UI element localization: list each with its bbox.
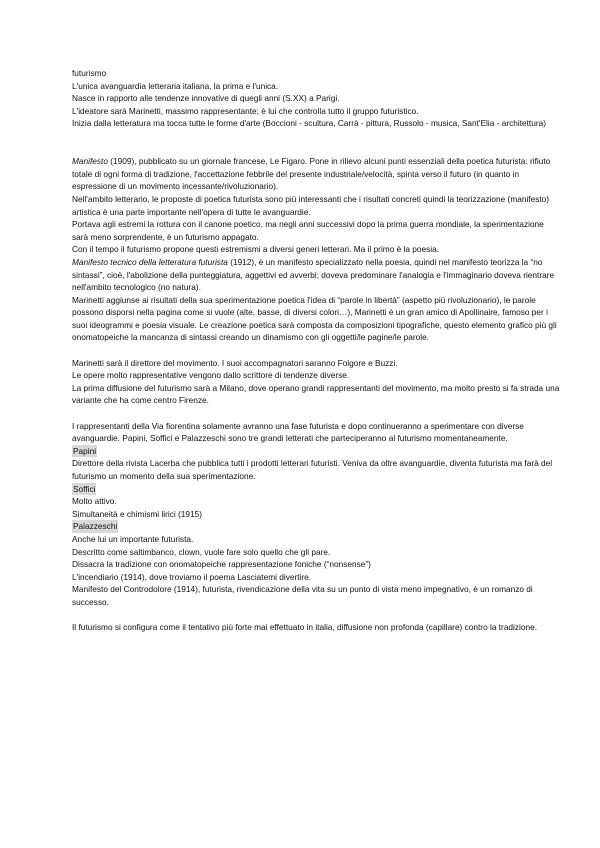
manifesto-tecnico-text: (1912), è un manifesto specializzato nella poesia, quindi nel manifesto teorizza la “no sintassi”, cioè, l'abolizione della punteggiatura, aggettivi ed avverbi; doveva predominare l'analogia e l'immaginario doveva rientrare nell'ambito tecnologico (no natura).: [72, 256, 555, 293]
soffici-line-2: Simultaneità e chimismi lirici (1915): [72, 508, 203, 519]
palazzeschi-heading: [72, 520, 560, 533]
papini-name: Papini: [73, 445, 97, 456]
palazzeschi-line-3: Dissacra la tradizione con onomatopeiche rappresentazione foniche (“nonsense”): [72, 559, 371, 570]
intro-line-2: Nasce in rapporto alle tendenze innovative di quegli anni (S.XX) a Parigi.: [72, 93, 340, 104]
marinetti-paragraph: Marinetti aggiunse ai risultati della sua sperimentazione poetica l'idea di “parole in libertà” (aspetto più rivoluzionario), le parole possono disporsi nella pagina come si vuole (alte, basse, di diversi colori…), Marinetti è un gran amico di Apollinaire, famoso per i suoi ideogrammi e poesia visuale. Le creazione poetica sarà composta da composizioni tipografiche, questo elemento grafico più gli onomatopeiche la mancanza di sintassi creando un dinamismo con gli oggetti/le pagine/le parole.: [72, 294, 557, 343]
papini-heading: [72, 445, 560, 458]
manifesto-text: (1909), pubblicato su un giornale francese, Le Figaro. Pone in rilievo alcuni punti essenziali della poetica futurista: rifiuto totale di ogni forma di tradizione, l'accettazione febbrile del presente industriale/velocità, spinta verso il futuro (in quanto in espressione di un movimento incessante/rivoluzionario).: [72, 156, 551, 192]
manifesto-paragraph: [72, 155, 560, 193]
soffici-heading: [72, 483, 560, 496]
intro-line-1: L'unica avanguardia letteraria italiana, la prima e l'unica.: [72, 80, 279, 91]
ambito-paragraph: Nell'ambito letterario, le proposte di poetica futurista sono più interessanti che i risultati concreti quindi la teorizzazione (manifesto) artistica è una parte importante nell'opera di tutte le avanguardie.: [72, 193, 550, 217]
direttore-line-1: Marinetti sarà il direttore del movimento. I suoi accompagnatori saranno Folgore e Buzzi.: [72, 357, 398, 368]
palazzeschi-line-5: Manifesto del Controdolore (1914), futurista, rivendicazione della vita su un punto di vista meno impegnativo, è un romanzo di successo.: [72, 584, 533, 607]
soffici-name: Soffici: [73, 483, 96, 494]
palazzeschi-line-2: Descritto come saltimbanco, clown, vuole fare solo quello che gli pare.: [72, 546, 331, 557]
direttore-line-2: Le opere molto rappresentative vengono dallo scrittore di tendenze diverse.: [72, 370, 350, 381]
doc-title: futurismo: [72, 68, 107, 78]
direttore-line-3: La prima diffusione del futurismo sarà a Milano, dove operano grandi rappresentanti del movimento, ma molto presto si fa strada una variante che ha come centro Firenze.: [72, 382, 560, 406]
conclusion-paragraph: Il futurismo si configura come il tentativo più forte mai effettuato in italia, diffusione non profonda (capillare) contro la tradizione.: [72, 622, 538, 633]
fiorentina-paragraph: I rappresentanti della Via fiorentina solamente avranno una fase futurista e dopo continueranno a sperimentare con diverse avanguardie. Papini, Soffici e Palazzeschi sono tre grandi letterati che parteciperanno al futurismo momentaneamente.: [72, 420, 524, 444]
manifesto-tecnico-paragraph: [72, 256, 560, 294]
papini-line-1: Direttore della rivista Lacerba che pubblica tutti i prodotti letterari futuristi. Veniva da oltre avanguardie, diventa futurista ma farà del futurismo un momento della sua sperimentazione.: [72, 458, 553, 481]
intro-line-3: L'ideatore sarà Marinetti, massimo rappresentante; è lui che controlla tutto il gruppo futuristico.: [72, 105, 419, 116]
palazzeschi-line-4: L'incendiario (1914), dove troviamo il poema Lasciatemi divertire.: [72, 571, 312, 582]
palazzeschi-name: Palazzeschi: [73, 521, 118, 532]
intro-line-4: Inizia dalla letteratura ma tocca tutte le forme d'arte (Boccioni - scultura, Carrà - pittura, Russolo - musica, Sant'Elia - architettura): [72, 118, 546, 129]
palazzeschi-line-1: Anche lui un importante futurista.: [72, 533, 194, 544]
soffici-line-1: Molto attivo.: [72, 496, 117, 507]
manifesto-title: Manifesto: [72, 156, 108, 167]
rottura-paragraph: Portava agli estremi la rottura con il canone poetico, ma negli anni successivi dopo la prima guerra mondiale, la sperimentazione sarà meno sorprendente, è un futurismo appagato.: [72, 219, 544, 242]
estremismi-paragraph: Con il tempo il futurismo propone questi estremismi a diversi generi letterari. Ma il primo è la poesia.: [72, 244, 440, 255]
manifesto-tecnico-title: Manifesto tecnico della letteratura futurista: [72, 256, 228, 267]
